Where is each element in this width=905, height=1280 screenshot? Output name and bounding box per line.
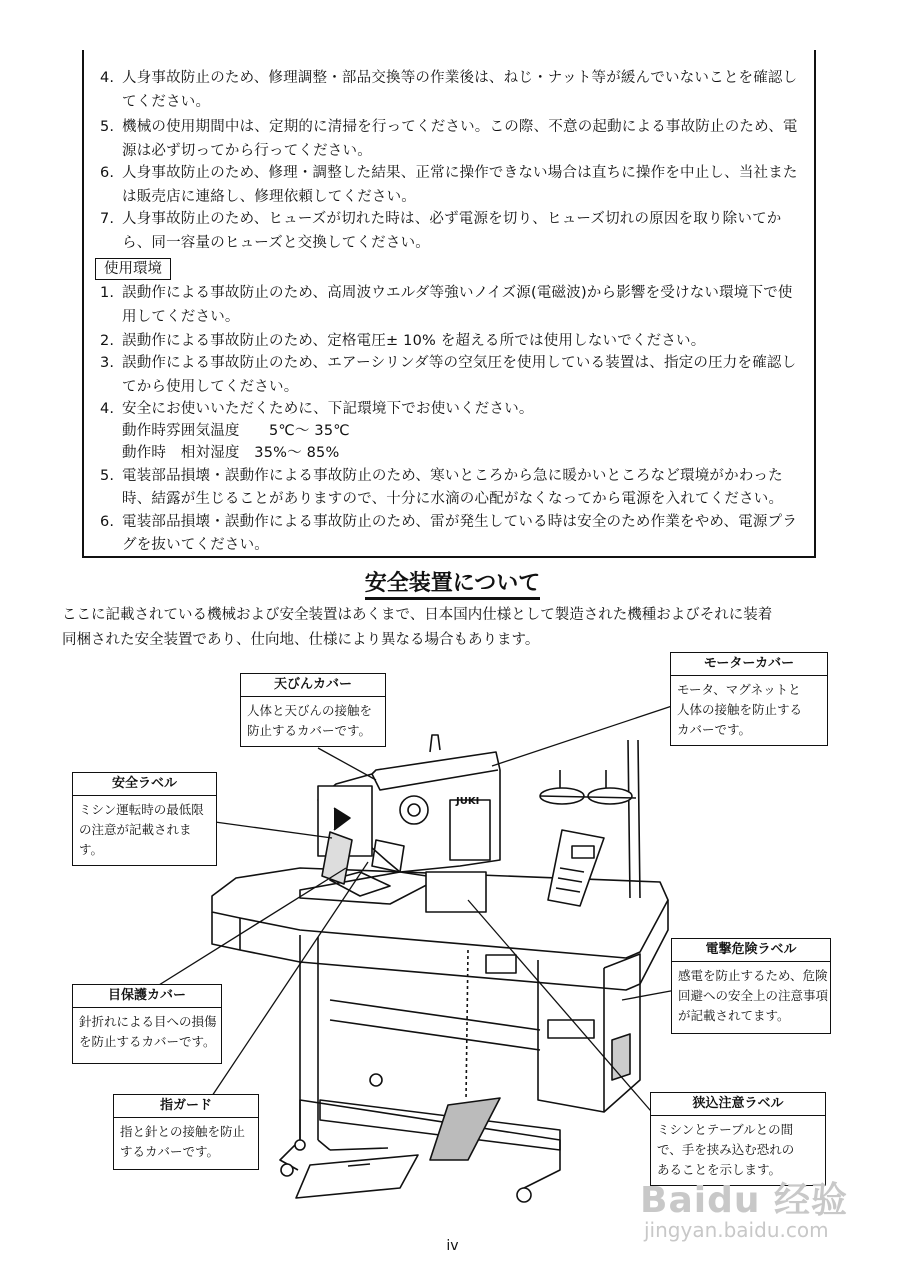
callout-eye-protection-cover: 目保護カバー 針折れによる目への損傷 を防止するカバーです。	[72, 984, 222, 1064]
environment-item-6: 6. 電装部品損壊・誤動作による事故防止のため、雷が発生している時は安全のため作業をやめ、電源プラ	[100, 514, 798, 530]
environment-item-1: 1. 誤動作による事故防止のため、高周波ウエルダ等強いノイズ源(電磁波)から影響を受けない環境下で使	[100, 285, 793, 301]
callout-pinch-caution-label: 狭込注意ラベル ミシンとテーブルとの間 で、手を挟み込む恐れの あることを示します。	[650, 1092, 826, 1186]
page-number: iv	[446, 1238, 459, 1254]
precaution-item-5: 5. 機械の使用期間中は、定期的に清掃を行ってください。この際、不意の起動による事故防止のため、電	[100, 119, 798, 135]
callout-safety-label: 安全ラベル ミシン運転時の最低限 の注意が記載されま す。	[72, 772, 217, 866]
machine-brand-label: JUKI	[456, 796, 480, 807]
callout-finger-guard: 指ガード 指と針との接触を防止 するカバーです。	[113, 1094, 259, 1170]
precaution-item-4: 4. 人身事故防止のため、修理調整・部品交換等の作業後は、ねじ・ナット等が緩んでいないことを確認し	[100, 70, 798, 86]
environment-item-2: 2. 誤動作による事故防止のため、定格電圧± 10% を超える所では使用しないでください。	[100, 333, 706, 349]
environment-item-3: 3. 誤動作による事故防止のため、エアーシリンダ等の空気圧を使用している装置は、指定の圧力を確認し	[100, 355, 797, 371]
watermark-url: jingyan.baidu.com	[644, 1218, 829, 1242]
environment-item-4: 4. 安全にお使いいただくために、下記環境下でお使いください。	[100, 401, 534, 417]
precaution-item-6: 6. 人身事故防止のため、修理・調整した結果、正常に操作できない場合は直ちに操作を中止し、当社また	[100, 165, 798, 181]
intro-line-1: ここに記載されている機械および安全装置はあくまで、日本国内仕様として製造された機種およびそれに装着	[62, 607, 773, 623]
callout-tenbin-cover: 天びんカバー 人体と天びんの接触を 防止するカバーです。	[240, 673, 386, 747]
callout-electric-shock-label: 電撃危険ラベル 感電を防止するため、危険 回避への安全上の注意事項 が記載されてます。	[671, 938, 831, 1034]
precaution-item-7: 7. 人身事故防止のため、ヒューズが切れた時は、必ず電源を切り、ヒューズ切れの原因を取り除いてか	[100, 211, 782, 227]
callout-motor-cover: モーターカバー モータ、マグネットと 人体の接触を防止する カバーです。	[670, 652, 828, 746]
intro-line-2: 同梱された安全装置であり、仕向地、仕様により異なる場合もあります。	[62, 632, 540, 648]
environment-heading: 使用環境	[95, 258, 171, 280]
section-title: 安全装置について	[0, 566, 905, 597]
watermark-logo: Baidu 经验	[640, 1180, 849, 1221]
environment-item-5: 5. 電装部品損壊・誤動作による事故防止のため、寒いところから急に暖かいところなど環境がかわった	[100, 468, 783, 484]
